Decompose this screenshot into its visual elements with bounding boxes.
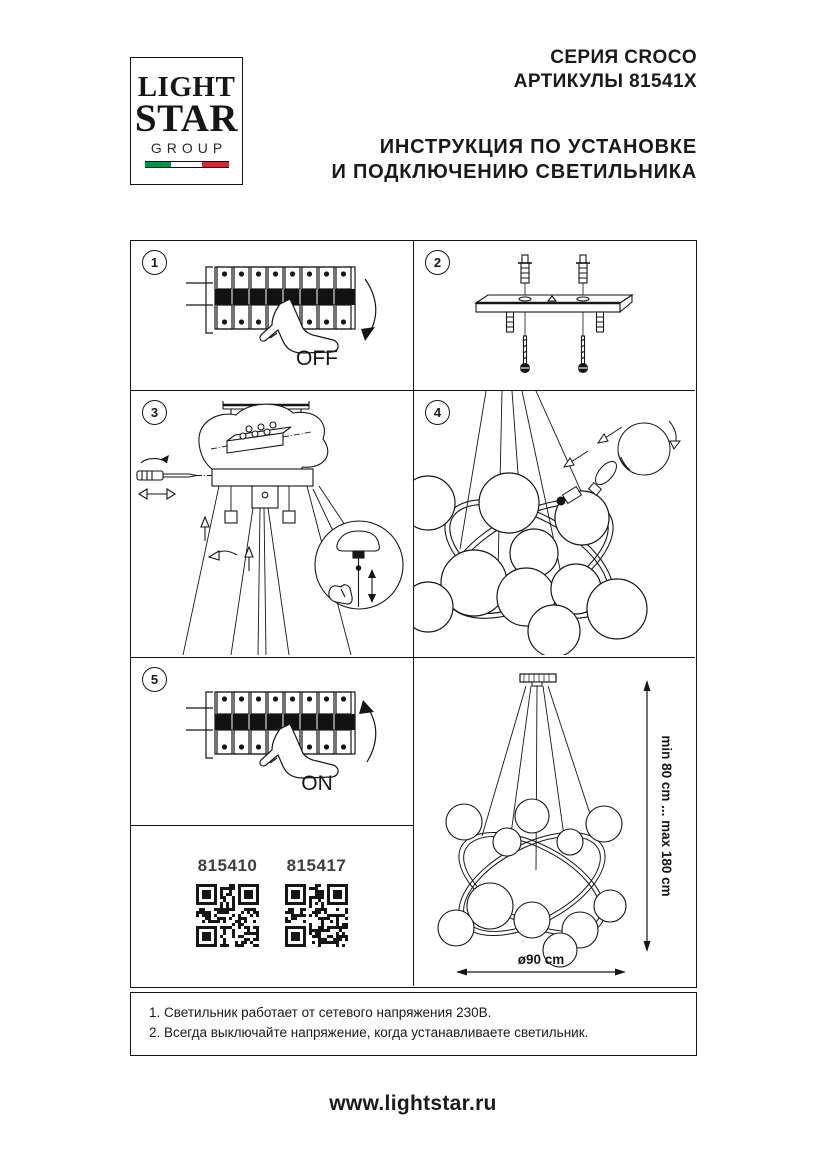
on-label: ON xyxy=(301,772,333,795)
articles-label: АРТИКУЛЫ 81541X xyxy=(513,71,697,92)
title-line-1: ИНСТРУКЦИЯ ПО УСТАНОВКЕ xyxy=(379,136,697,158)
screw-icon xyxy=(579,336,588,373)
globe-install-diagram xyxy=(414,391,693,655)
step-panel-1 xyxy=(131,241,414,391)
step-panel-4 xyxy=(414,391,695,658)
note-line-1: 1. Светильник работает от сетевого напряжения 230В. xyxy=(149,1005,492,1020)
height-dimension-arrow xyxy=(644,680,651,952)
diameter-dimension-arrow xyxy=(456,969,626,976)
breaker-on-diagram xyxy=(131,658,412,823)
canopy-wiring-diagram xyxy=(131,391,412,655)
title-line-2: И ПОДКЛЮЧЕНИЮ СВЕТИЛЬНИКА xyxy=(331,161,697,183)
series-label: СЕРИЯ CROCO xyxy=(550,47,697,68)
chandelier-dimensions-diagram xyxy=(414,658,693,984)
instruction-table xyxy=(130,240,697,988)
product-left xyxy=(196,856,259,947)
product-code: 815410 xyxy=(197,856,258,875)
logo-word-group: GROUP xyxy=(150,140,228,156)
globe-icon xyxy=(414,473,647,655)
wall-plug-icon xyxy=(576,255,590,283)
step-panel-3 xyxy=(131,391,414,658)
wall-plug-icon xyxy=(518,255,532,283)
logo-word-light: LIGHT xyxy=(137,71,236,103)
step-number-badge: 2 xyxy=(425,250,450,275)
dimensions-panel xyxy=(414,658,695,986)
bulb-icon xyxy=(589,458,621,496)
note-line-2: 2. Всегда выключайте напряжение, когда устанавливаете светильник. xyxy=(149,1025,589,1040)
screwdriver-icon xyxy=(137,455,212,499)
canopy-icon xyxy=(212,469,313,486)
product-code: 815417 xyxy=(286,856,347,875)
step-number-badge: 3 xyxy=(142,400,167,425)
breaker-off-diagram xyxy=(131,241,412,388)
lightstar-logo xyxy=(130,57,243,185)
threaded-stud-icon xyxy=(507,312,514,332)
step-number-badge: 4 xyxy=(425,400,450,425)
qr-code xyxy=(196,884,259,947)
globe-icon xyxy=(438,799,626,967)
website-label: www.lightstar.ru xyxy=(329,1092,497,1115)
threaded-stud-icon xyxy=(597,312,604,332)
bracket-bar-icon xyxy=(476,295,632,312)
italian-flag-bar xyxy=(145,161,229,168)
height-range-label: min 80 cm ... max 180 cm xyxy=(659,735,674,897)
step-number-badge: 1 xyxy=(142,250,167,275)
product-right xyxy=(285,856,348,947)
ceiling-plate-icon xyxy=(520,674,556,686)
step-panel-5 xyxy=(131,658,414,826)
qr-code xyxy=(285,884,348,947)
logo-word-star: STAR xyxy=(134,97,239,140)
off-label: OFF xyxy=(296,347,338,370)
screw-icon xyxy=(521,336,530,373)
page-title xyxy=(331,135,697,185)
rotate-arrow-icon xyxy=(669,421,680,449)
step-panel-2 xyxy=(414,241,695,391)
mounting-bracket-diagram xyxy=(414,241,693,388)
safety-notes-box xyxy=(130,992,697,1056)
series-block xyxy=(514,46,697,94)
product-codes-panel xyxy=(131,826,414,986)
diameter-label: ø90 cm xyxy=(517,952,565,967)
step-number-badge: 5 xyxy=(142,667,167,692)
